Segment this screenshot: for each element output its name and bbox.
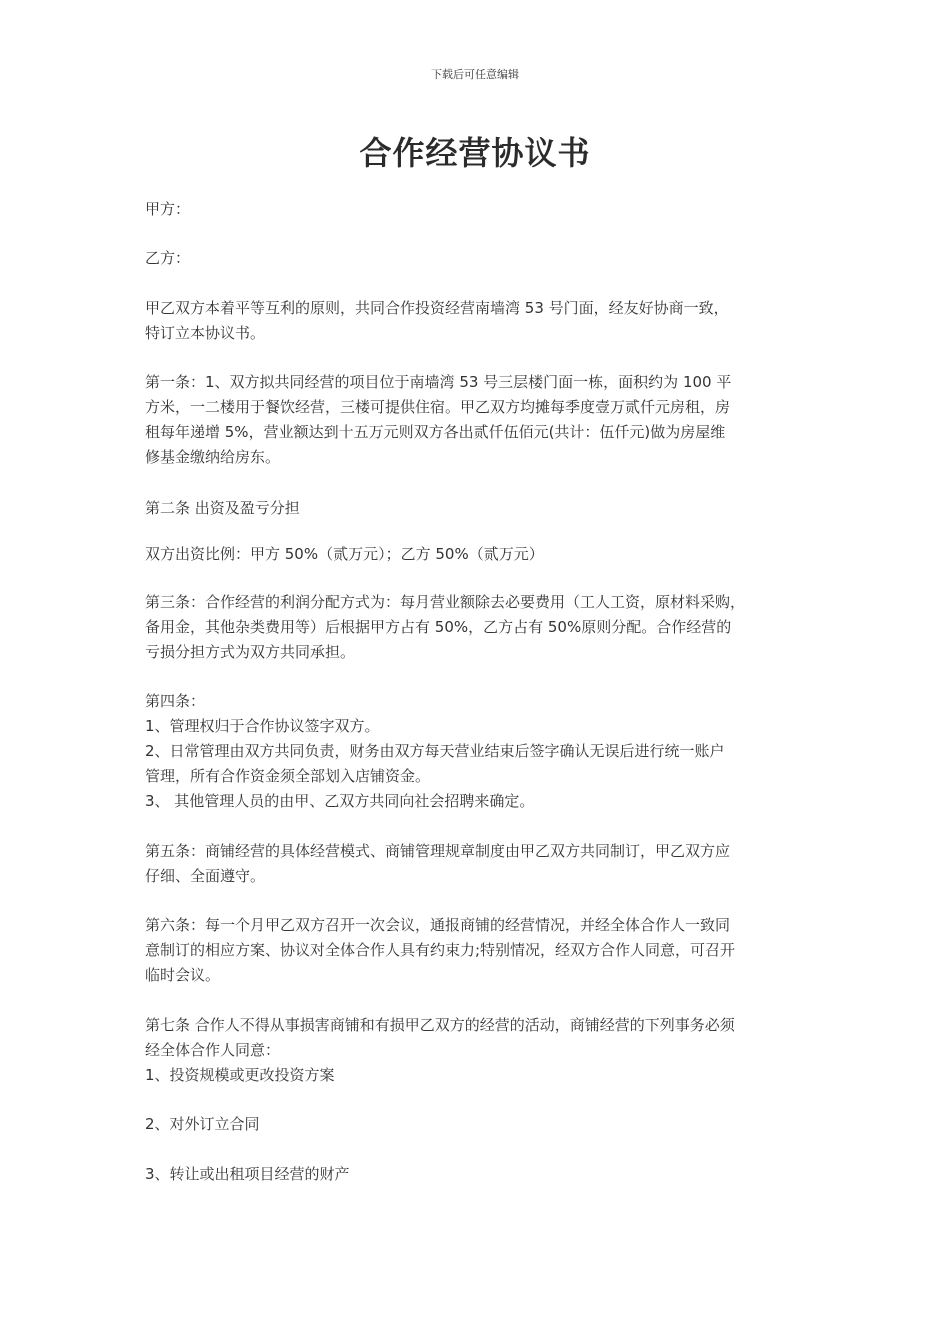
article-7-line: 经全体合作人同意：: [145, 1041, 281, 1059]
article-4-line: 管理，所有合作资金须全部划入店铺资金。: [145, 767, 431, 785]
article-7-item-2: [145, 1112, 815, 1137]
intro-line: 甲乙双方本着平等互利的原则，共同合作投资经营南墙湾 53 号门面，经友好协商一致，: [145, 299, 729, 317]
article-3-line: 第三条：合作经营的利润分配方式为：每月营业额除去必要费用（工人工资，原材料采购，: [145, 593, 746, 611]
party-b-label: [145, 246, 815, 271]
article-4-line: 第四条：: [145, 692, 206, 710]
article-2-title: 第二条 出资及盈亏分担: [145, 499, 300, 517]
article-4-paragraph: [145, 689, 815, 814]
article-2-heading: [145, 496, 815, 521]
article-2-ratio: [145, 542, 815, 567]
article-1-paragraph: [145, 370, 815, 470]
article-7-item-3-text: 3、转让或出租项目经营的财产: [145, 1165, 350, 1183]
article-3-paragraph: [145, 590, 815, 665]
article-5-paragraph: [145, 839, 815, 889]
article-7-line: 第七条 合作人不得从事损害商铺和有损甲乙双方的经营的活动，商铺经营的下列事务必须: [145, 1016, 735, 1034]
article-3-line: 亏损分担方式为双方共同承担。: [145, 643, 356, 661]
article-4-line: 2、日常管理由双方共同负责，财务由双方每天营业结束后签字确认无误后进行统一账户: [145, 742, 725, 760]
article-1-line: 租每年递增 5%，营业额达到十五万元则双方各出贰仟伍佰元(共计：伍仟元)做为房屋维: [145, 423, 726, 441]
article-7-paragraph: [145, 1013, 815, 1088]
intro-paragraph: [145, 296, 815, 346]
article-6-line: 意制订的相应方案、协议对全体合作人具有约束力;特别情况，经双方合作人同意，可召开: [145, 941, 736, 959]
article-5-line: 第五条：商铺经营的具体经营模式、商铺管理规章制度由甲乙双方共同制订，甲乙双方应: [145, 842, 731, 860]
article-4-line: 3、 其他管理人员的由甲、乙双方共同向社会招聘来确定。: [145, 792, 535, 810]
article-7-line: 1、投资规模或更改投资方案: [145, 1066, 335, 1084]
header-note: 下载后可任意编辑: [431, 68, 519, 81]
article-3-line: 备用金，其他杂类费用等）后根据甲方占有 50%，乙方占有 50%原则分配。合作经营的: [145, 618, 732, 636]
party-a-text: 甲方：: [145, 200, 191, 218]
investment-ratio-text: 双方出资比例：甲方 50%（贰万元）；乙方 50%（贰万元）: [145, 545, 544, 563]
article-4-line: 1、管理权归于合作协议签字双方。: [145, 717, 380, 735]
article-1-line: 修基金缴纳给房东。: [145, 448, 281, 466]
article-5-line: 仔细、全面遵守。: [145, 867, 266, 885]
article-6-line: 临时会议。: [145, 966, 221, 984]
intro-line: 特订立本协议书。: [145, 324, 266, 342]
article-6-paragraph: [145, 913, 815, 988]
article-6-line: 第六条：每一个月甲乙双方召开一次会议，通报商铺的经营情况，并经全体合作人一致同: [145, 916, 731, 934]
party-b-text: 乙方：: [145, 249, 191, 267]
article-7-item-3: [145, 1162, 815, 1187]
party-a-label: [145, 197, 815, 222]
article-1-line: 第一条：1、双方拟共同经营的项目位于南墙湾 53 号三层楼门面一栋，面积约为 100 平: [145, 373, 732, 391]
article-1-line: 方米，一二楼用于餐饮经营，三楼可提供住宿。甲乙双方均摊每季度壹万贰仟元房租，房: [145, 398, 731, 416]
article-7-item-2-text: 2、对外订立合同: [145, 1115, 260, 1133]
document-title: 合作经营协议书: [359, 134, 591, 172]
